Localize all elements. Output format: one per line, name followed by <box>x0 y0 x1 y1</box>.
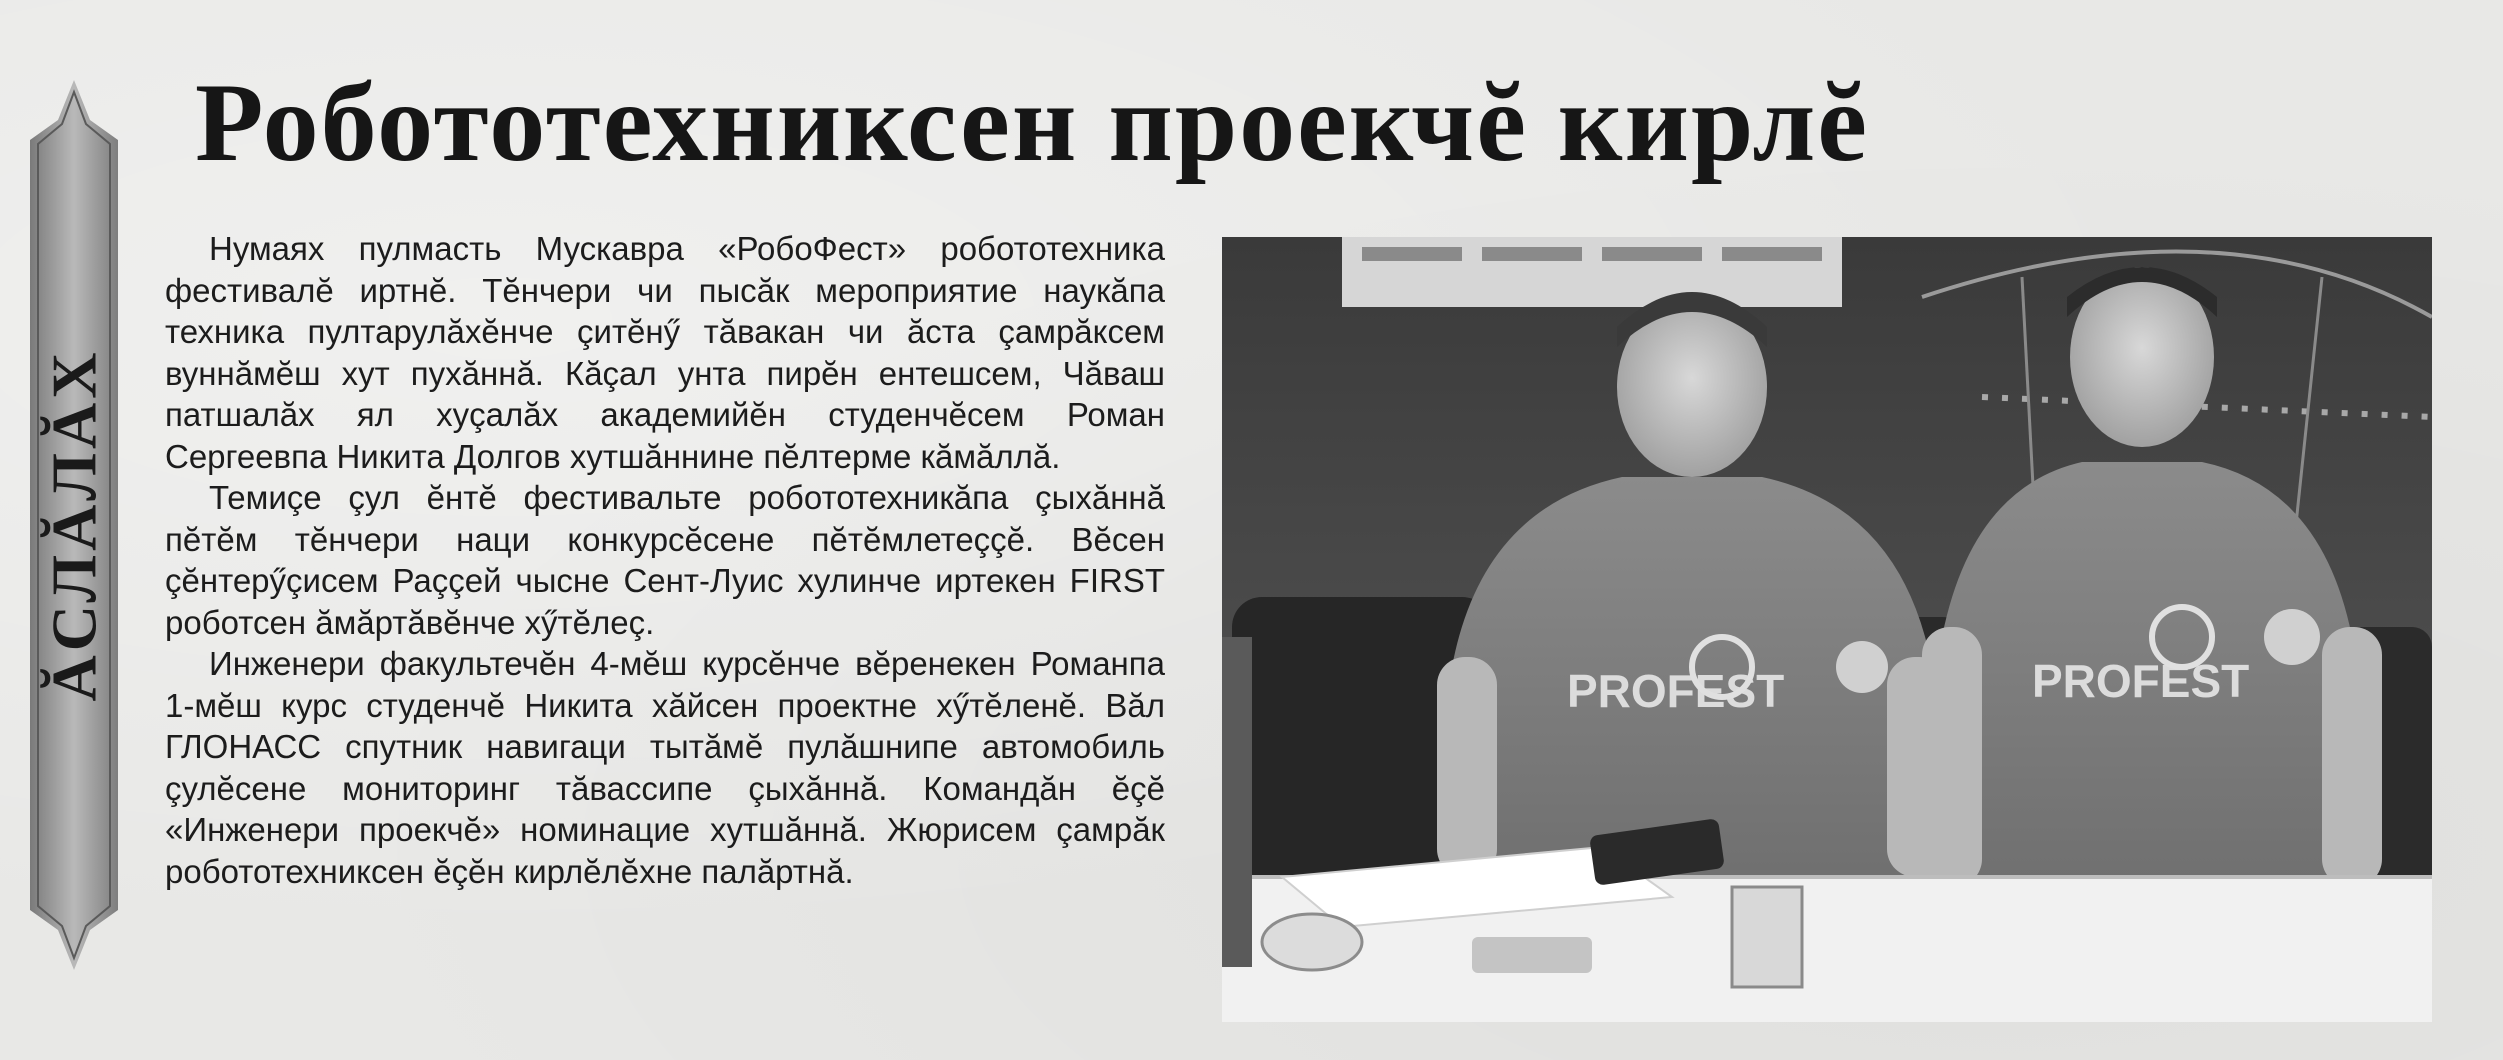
photo-illustration <box>1222 237 2432 1022</box>
article-paragraph: Темиçе çул ĕнтĕ фестивальте робототехникăпа çыхăннă пĕтĕм тĕнчери наци конкурсĕсене пĕтĕмлетеççĕ. Вĕсен çĕнтерӳçисем Раççей чысне Сент-Луис хулинче иртекен FIRST роботсен ăмăртăвĕнче хӳтĕлеç. <box>165 479 1165 641</box>
headline: Робототехниксен проекчĕ кирлĕ <box>195 61 1870 185</box>
shirt-text-right: PROFEST <box>2032 655 2250 707</box>
article-paragraph: Нумаях пулмасть Мускаврa «РобоФест» робототехника фестивалĕ иртнĕ. Тĕнчери чи пысăк мероприятие наукăпа техника пултарулăхĕнче çитĕнӳ тăвакан чи ăста çамрăксем вуннăмĕш хут пухăннă. Кăçал унта пирĕн ентешсем, Чăваш патшалăх ял хуçалăх академийĕн студенчĕсем Роман Сергеевпа Никита Долгов хутшăннине пĕлтерме кăмăллă. <box>165 230 1165 475</box>
rubric-banner <box>30 80 118 970</box>
article-body <box>165 228 1165 892</box>
article-photo <box>1222 237 2432 1022</box>
shirt-text-left: PROFEST <box>1567 665 1785 717</box>
rubric-label: ĂСЛĂЛĂХ <box>38 348 109 702</box>
article-paragraph: Инженери факультечĕн 4-мĕш курсĕнче вĕренекен Романпа 1-мĕш курс студенчĕ Никита хăйсен проектне хӳтĕленĕ. Вăл ГЛОНАСС спутник навигаци тытăмĕ пулăшнипе автомобиль çулĕсене мониторинг тăвассипе çыхăннă. Командăн ĕçĕ «Инженери проекчĕ» номинацие хутшăннă. Жюрисем çамрăк робототехниксен ĕçĕн кирлĕлĕхне палăртнă. <box>165 645 1165 890</box>
